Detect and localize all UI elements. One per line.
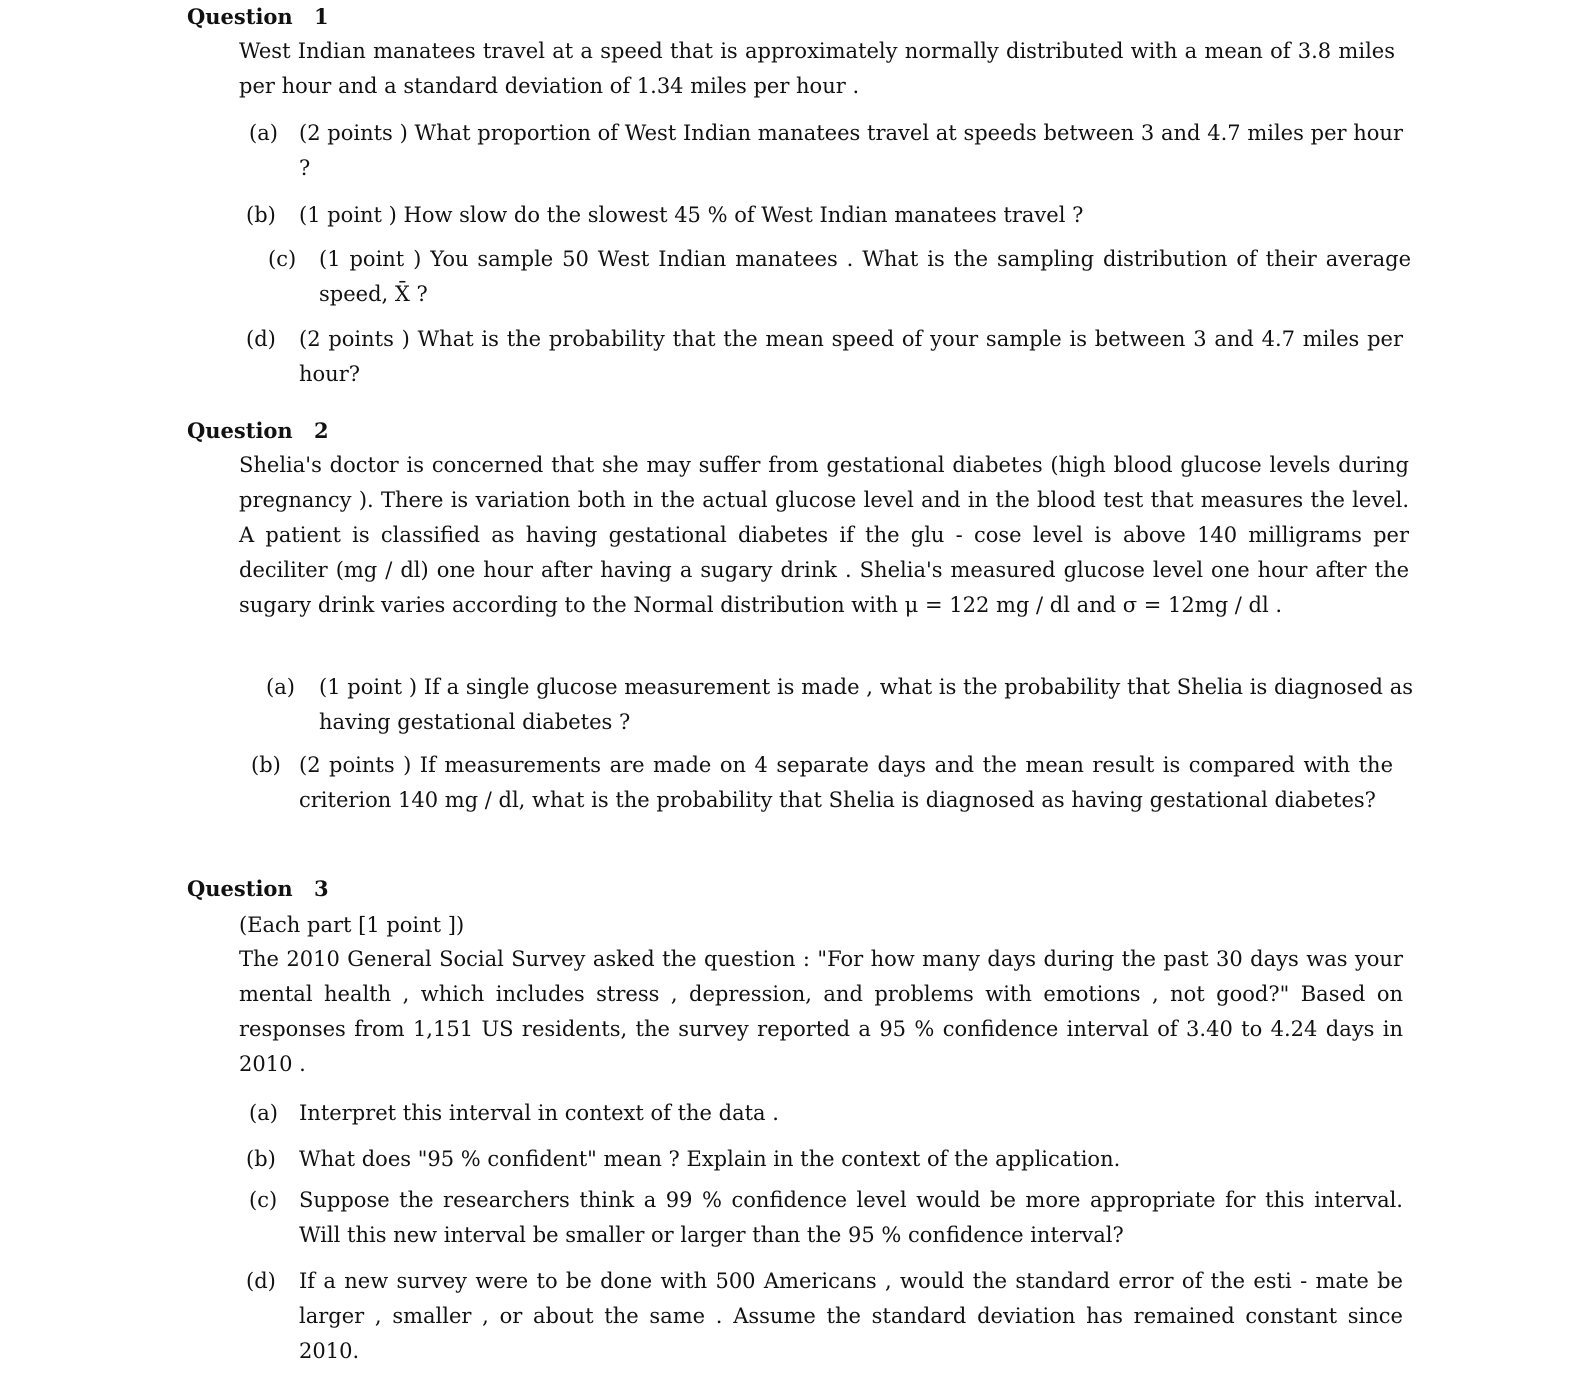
question-3-part-b: [246, 1142, 1403, 1177]
question-3-part-a: [249, 1096, 1403, 1131]
part-text: What does "95 % confident" mean ? Explain in the context of the application.: [299, 1147, 1121, 1171]
question-3-part-d: [246, 1264, 1403, 1369]
question-3-note: (Each part [1 point ]): [239, 913, 465, 937]
question-1-heading: Question 1: [187, 4, 329, 29]
part-text: If a new survey were to be done with 500 Americans , would the standard error of the esti - mate be larger , smaller , or about the same . Assume the standard deviation has remained constant since 2010.: [299, 1269, 1403, 1363]
part-text: (2 points ) What is the probability that the mean speed of your sample is between 3 and 4.7 miles per hour?: [299, 327, 1403, 386]
part-text: Interpret this interval in context of the data .: [299, 1101, 779, 1125]
part-text: (2 points ) If measurements are made on 4 separate days and the mean result is compared with the criterion 140 mg / dl, what is the probability that Shelia is diagnosed as having gestational diabetes?: [299, 753, 1393, 812]
question-3-heading: Question 3: [187, 876, 329, 901]
part-text: (1 point ) If a single glucose measurement is made , what is the probability that Shelia is diagnosed as having gestational diabetes ?: [319, 675, 1413, 734]
part-text: (2 points ) What proportion of West Indian manatees travel at speeds between 3 and 4.7 miles per hour ?: [299, 121, 1403, 180]
part-text: Suppose the researchers think a 99 % confidence level would be more appropriate for this interval. Will this new interval be smaller or larger than the 95 % confidence interval?: [299, 1188, 1403, 1247]
question-3-part-c: [249, 1183, 1403, 1253]
question-3-intro: The 2010 General Social Survey asked the question : "For how many days during the past 30 days was your mental health , which includes stress , depression, and problems with emotions , not good?" Based on responses from 1,151 US residents, the survey reported a 95 % confidence interval of 3.40 to 4.24 days in 2010 .: [239, 947, 1403, 1076]
part-label: (a): [249, 121, 278, 145]
question-1-part-c: [268, 242, 1411, 312]
question-2-part-b: [251, 748, 1393, 818]
part-label: (b): [246, 1147, 276, 1171]
question-2-heading: Question 2: [187, 418, 329, 443]
question-2-intro: Shelia's doctor is concerned that she may suffer from gestational diabetes (high blood glucose levels during pregnancy ). There is variation both in the actual glucose level and in the blood test that measures the level. A patient is classified as having gestational diabetes if the glu - cose level is above 140 milligrams per deciliter (mg / dl) one hour after having a sugary drink . Shelia's measured glucose level one hour after the sugary drink varies according to the Normal distribution with μ = 122 mg / dl and σ = 12mg / dl .: [239, 453, 1409, 617]
part-label: (d): [246, 1269, 276, 1293]
question-2-part-a: [266, 670, 1413, 740]
question-1-intro: West Indian manatees travel at a speed that is approximately normally distributed with a mean of 3.8 miles per hour and a standard deviation of 1.34 miles per hour .: [239, 39, 1395, 98]
part-label: (a): [249, 1101, 278, 1125]
part-text: (1 point ) You sample 50 West Indian manatees . What is the sampling distribution of their average speed, X̄ ?: [319, 247, 1411, 306]
part-label: (b): [246, 203, 276, 227]
part-label: (a): [266, 675, 295, 699]
question-1-part-b: [246, 198, 1403, 233]
part-label: (d): [246, 327, 276, 351]
part-label: (c): [249, 1188, 278, 1212]
part-label: (c): [268, 247, 297, 271]
part-text: (1 point ) How slow do the slowest 45 % of West Indian manatees travel ?: [299, 203, 1084, 227]
question-1-part-d: [246, 322, 1403, 392]
part-label: (b): [251, 753, 281, 777]
question-1-part-a: [249, 116, 1403, 186]
